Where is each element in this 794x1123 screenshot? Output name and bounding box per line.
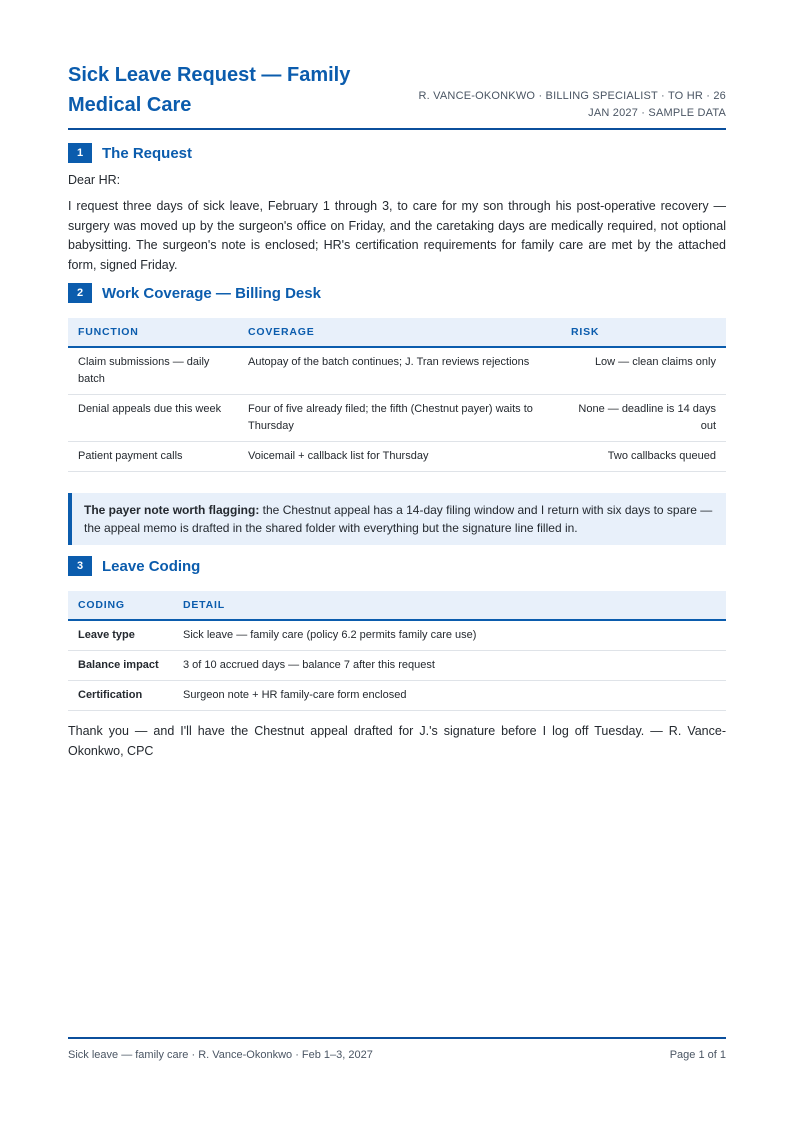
table-cell: 3 of 10 accrued days — balance 7 after this request — [173, 651, 726, 681]
callout-text: the Chestnut appeal has a 14-day filing window and I return with six days to spare — the appeal memo is drafted in the shared folder with everything but the signature line filled in. — [84, 503, 713, 535]
table-cell: Leave type — [68, 620, 173, 651]
closing-paragraph: Thank you — and I'll have the Chestnut appeal drafted for J.'s signature before I log off Tuesday. — R. Vance-Okonkwo, CPC — [68, 724, 726, 758]
document-meta: R. VANCE-OKONKWO · BILLING SPECIALIST · TO HR · 26 JAN 2027 · SAMPLE DATA — [418, 90, 726, 119]
table-row — [68, 347, 726, 395]
document-header — [68, 60, 726, 130]
table-cell: Sick leave — family care (policy 6.2 permits family care use) — [173, 620, 726, 651]
table-cell: Four of five already filed; the fifth (Chestnut payer) waits to Thursday — [238, 395, 561, 442]
table-cell: Two callbacks queued — [561, 442, 726, 472]
section-number: 2 — [68, 283, 92, 303]
column-header: DETAIL — [173, 591, 726, 620]
section-heading-request — [68, 143, 192, 163]
section-heading-coding — [68, 556, 200, 576]
table-row — [68, 620, 726, 651]
table-cell: Certification — [68, 681, 173, 711]
table-row — [68, 681, 726, 711]
payer-note-callout — [68, 493, 726, 545]
salutation: Dear HR: — [68, 173, 121, 187]
section-heading-coverage — [68, 283, 321, 303]
section-number: 1 — [68, 143, 92, 163]
column-header: CODING — [68, 591, 173, 620]
column-header: RISK — [561, 318, 726, 347]
table-cell: Patient payment calls — [68, 442, 238, 472]
table-cell: Denial appeals due this week — [68, 395, 238, 442]
section-number: 3 — [68, 556, 92, 576]
section-title: The Request — [102, 144, 193, 162]
table-cell: None — deadline is 14 days out — [561, 395, 726, 442]
coverage-table — [68, 318, 726, 472]
column-header: FUNCTION — [68, 318, 238, 347]
table-header-row — [68, 318, 726, 347]
table-row — [68, 395, 726, 442]
section-title: Leave Coding — [102, 557, 201, 575]
leave-coding-table — [68, 591, 726, 711]
request-paragraph: I request three days of sick leave, February 1 through 3, to care for my son through his post-operative recovery — surgery was moved up by the surgeon's office on Friday, and the caretaking days are medically required, not optional babysitting. The surgeon's note is enclosed; HR's certification requirements for family care are met by the attached form, signed Friday. — [68, 199, 726, 272]
table-cell: Surgeon note + HR family-care form enclosed — [173, 681, 726, 711]
table-row — [68, 442, 726, 472]
table-header-row — [68, 591, 726, 620]
section-title: Work Coverage — Billing Desk — [102, 284, 321, 302]
table-cell: Voicemail + callback list for Thursday — [238, 442, 561, 472]
table-cell: Claim submissions — daily batch — [68, 347, 238, 395]
callout-lead: The payer note worth flagging: — [84, 503, 260, 517]
table-cell: Balance impact — [68, 651, 173, 681]
footer-left: Sick leave — family care · R. Vance-Okonkwo · Feb 1–3, 2027 — [68, 1049, 373, 1061]
table-cell: Autopay of the batch continues; J. Tran reviews rejections — [238, 347, 561, 395]
table-cell: Low — clean claims only — [561, 347, 726, 395]
document-title: Sick Leave Request — Family Medical Care — [68, 64, 351, 116]
column-header: COVERAGE — [238, 318, 561, 347]
table-row — [68, 651, 726, 681]
page-number: Page 1 of 1 — [669, 1049, 726, 1061]
page-footer — [68, 1037, 726, 1061]
